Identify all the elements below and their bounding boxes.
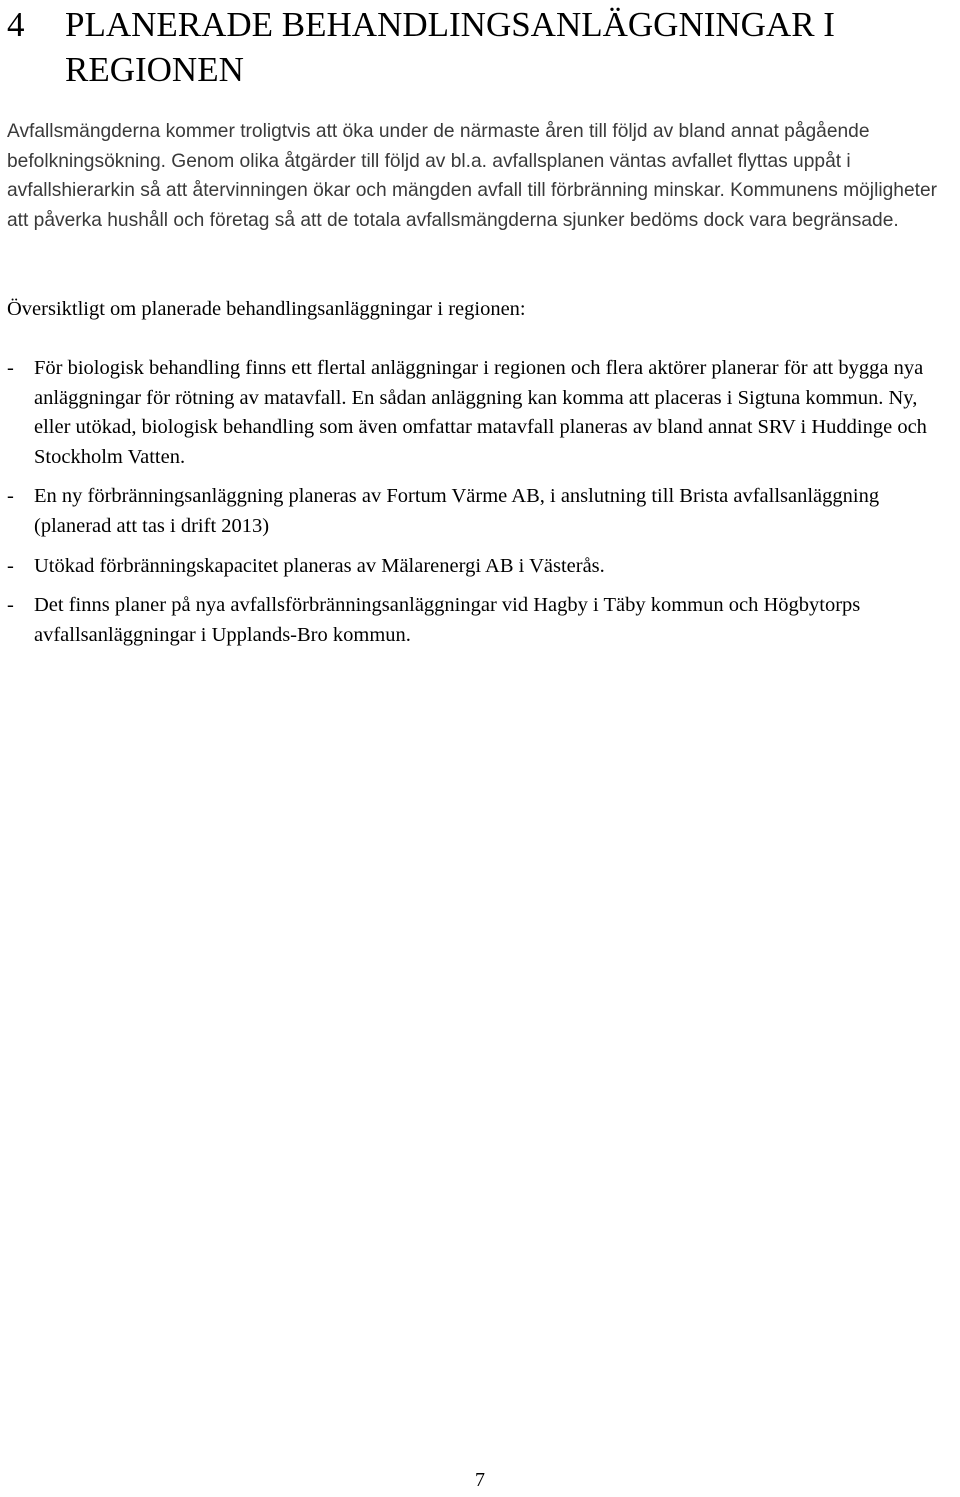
list-item-text: Det finns planer på nya avfallsförbränningsanläggningar vid Hagby i Täby kommun och Högbytorps avfallsanläggningar i Upplands-Bro kommun.	[34, 594, 861, 646]
list-item-text: Utökad förbränningskapacitet planeras av Mälarenergi AB i Västerås.	[34, 554, 605, 577]
list-item	[7, 591, 957, 650]
list-dash: -	[7, 357, 14, 379]
list-item	[7, 354, 957, 472]
page-number: 7	[475, 1469, 485, 1491]
list-item	[7, 552, 957, 582]
list-dash: -	[7, 594, 14, 617]
facility-list	[7, 354, 957, 660]
section-number: 4	[7, 5, 25, 44]
list-item-text: En ny förbränningsanläggning planeras av Fortum Värme AB, i anslutning till Brista avfallsanläggning (planerad att tas i drift 2013)	[34, 485, 880, 537]
list-item-text: För biologisk behandling finns ett flertal anläggningar i regionen och flera aktörer planerar för att bygga nya anläggningar för rötning av matavfall. En sådan anläggning kan komma att placeras i Sigtuna kommun. Ny, eller utökad, biologisk behandling som även omfattar matavfall planeras av bland annat SRV i Huddinge och Stockholm Vatten.	[34, 357, 927, 468]
list-item	[7, 482, 957, 541]
list-dash: -	[7, 485, 14, 508]
section-heading	[7, 2, 947, 92]
overview-paragraph: Översiktligt om planerade behandlingsanläggningar i regionen:	[7, 298, 526, 320]
intro-paragraph: Avfallsmängderna kommer troligtvis att öka under de närmaste åren till följd av bland annat pågående befolkningsökning. Genom olika åtgärder till följd av bl.a. avfallsplanen väntas avfallet flyttas uppåt i avfallshierarkin så att återvinningen ökar och mängden avfall till förbränning minskar. Kommunens möjligheter att påverka hushåll och företag så att de totala avfallsmängderna sjunker bedöms dock vara begränsade.	[7, 121, 938, 231]
list-dash: -	[7, 554, 14, 577]
section-title: PLANERADE BEHANDLINGSANLÄGGNINGAR I REGIONEN	[65, 5, 835, 89]
